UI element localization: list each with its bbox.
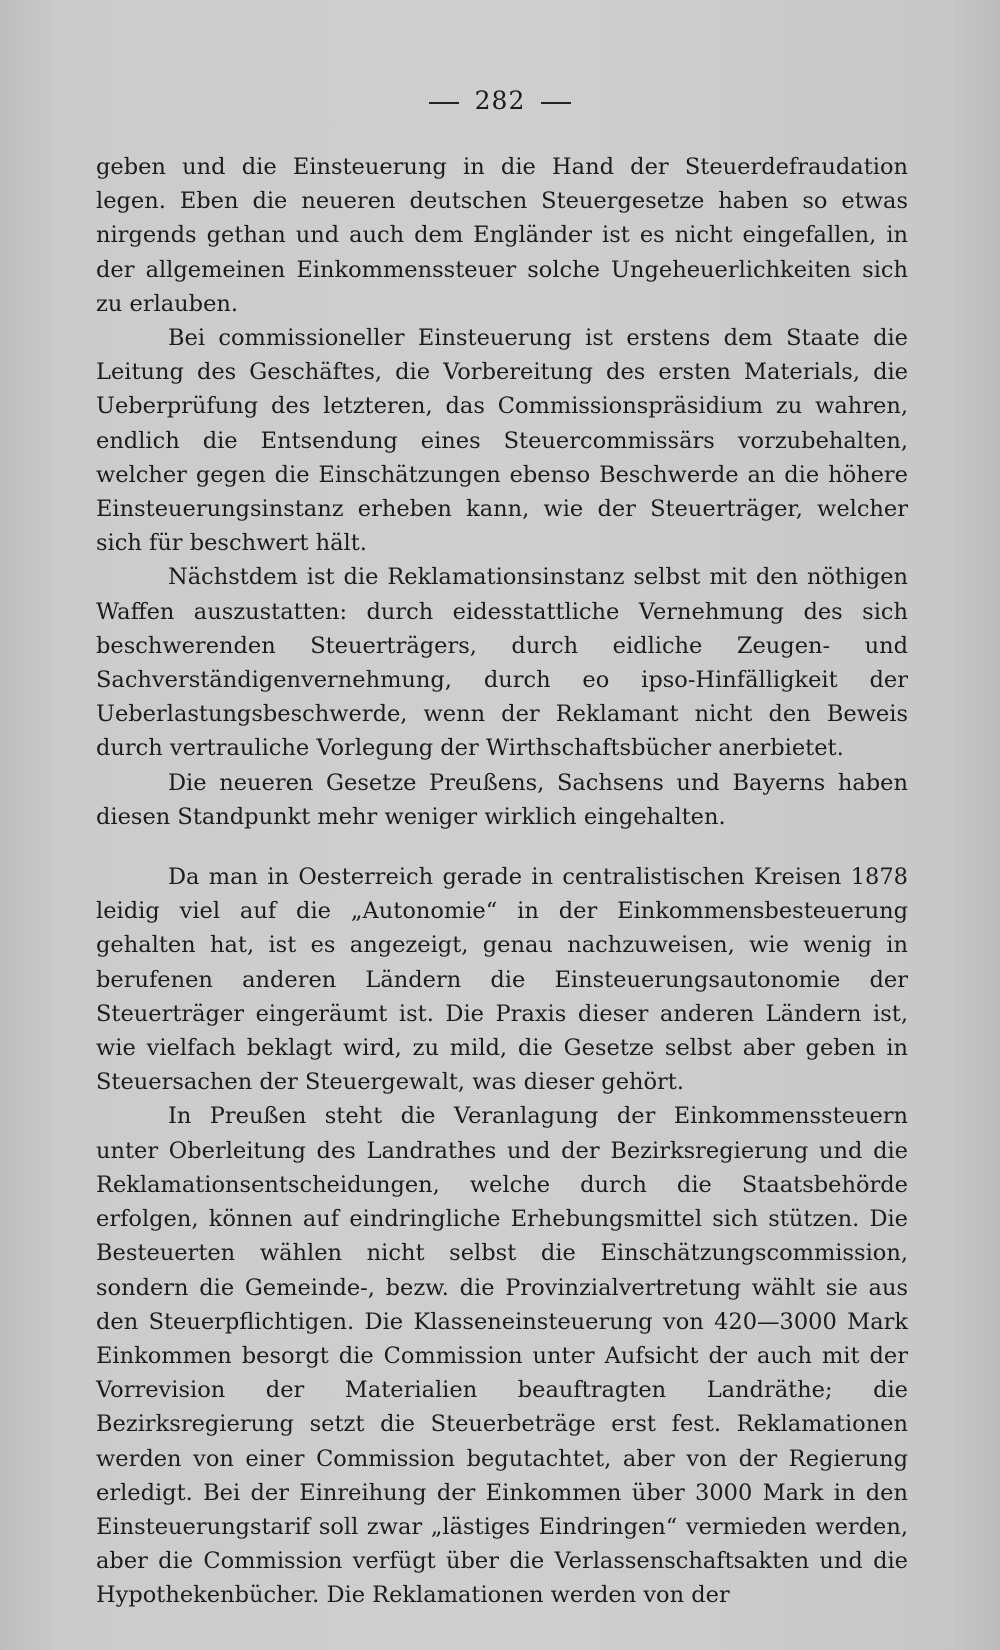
paragraph-5: Da man in Oesterreich gerade in centralistischen Kreisen 1878 leidig viel auf die „Autonomie“ in der Einkommensbesteuerung gehalten hat, ist es angezeigt, genau nachzuweisen, wie wenig in berufenen anderen Ländern die Einsteuerungsautonomie der Steuerträger eingeräumt ist. Die Praxis dieser anderen Ländern ist, wie vielfach beklagt wird, zu mild, die Gesetze selbst aber geben in Steuersachen der Steuergewalt, was dieser gehört. <box>96 864 908 1096</box>
section-gap <box>96 834 908 860</box>
page-body <box>96 150 908 1613</box>
paragraph-3: Nächstdem ist die Reklamationsinstanz selbst mit den nöthigen Waffen auszustatten: durch eidesstattliche Vernehmung des sich beschwerenden Steuerträgers, durch eidliche Zeugen- und Sachverständigenvernehmung, durch eo ipso-Hinfälligkeit der Ueberlastungsbeschwerde, wenn der Reklamant nicht den Beweis durch vertrauliche Vorlegung der Wirthschaftsbücher anerbietet. <box>96 564 908 762</box>
header-dash-left <box>429 102 459 104</box>
paragraph-2: Bei commissioneller Einsteuerung ist erstens dem Staate die Leitung des Geschäftes, die Vorbereitung des ersten Materials, die Ueberprüfung des letzteren, das Commissionspräsidium zu wahren, endlich die Entsendung eines Steuercommissärs vorzubehalten, welcher gegen die Einschätzungen ebenso Beschwerde an die höhere Einsteuerungsinstanz erheben kann, wie der Steuerträger, welcher sich für beschwert hält. <box>96 325 908 557</box>
header-dash-right <box>541 102 571 104</box>
page-header <box>0 86 1000 115</box>
page-number: 282 <box>474 86 526 115</box>
paragraph-1: geben und die Einsteuerung in die Hand der Steuerdefraudation legen. Eben die neueren deutschen Steuergesetze haben so etwas nirgends gethan und auch dem Engländer ist es nicht eingefallen, in der allgemeinen Einkommenssteuer solche Ungeheuerlichkeiten sich zu erlauben. <box>96 154 908 317</box>
paragraph-6: In Preußen steht die Veranlagung der Einkommenssteuern unter Oberleitung des Landrathes und der Bezirksregierung und die Reklamationsentscheidungen, welche durch die Staatsbehörde erfolgen, können auf eindringliche Erhebungsmittel sich stützen. Die Besteuerten wählen nicht selbst die Einschätzungscommission, sondern die Gemeinde-, bezw. die Provinzialvertretung wählt sie aus den Steuerpflichtigen. Die Klasseneinsteuerung von 420—3000 Mark Einkommen besorgt die Commission unter Aufsicht der auch mit der Vorrevision der Materialien beauftragten Landräthe; die Bezirksregierung setzt die Steuerbeträge erst fest. Reklamationen werden von einer Commission begutachtet, aber von der Regierung erledigt. Bei der Einreihung der Einkommen über 3000 Mark in den Einsteuerungstarif soll zwar „lästiges Eindringen“ vermieden werden, aber die Commission verfügt über die Verlassenschaftsakten und die Hypothekenbücher. Die Reklamationen werden von der <box>96 1103 908 1609</box>
paragraph-4: Die neueren Gesetze Preußens, Sachsens und Bayerns haben diesen Standpunkt mehr weniger wirklich eingehalten. <box>96 769 908 830</box>
